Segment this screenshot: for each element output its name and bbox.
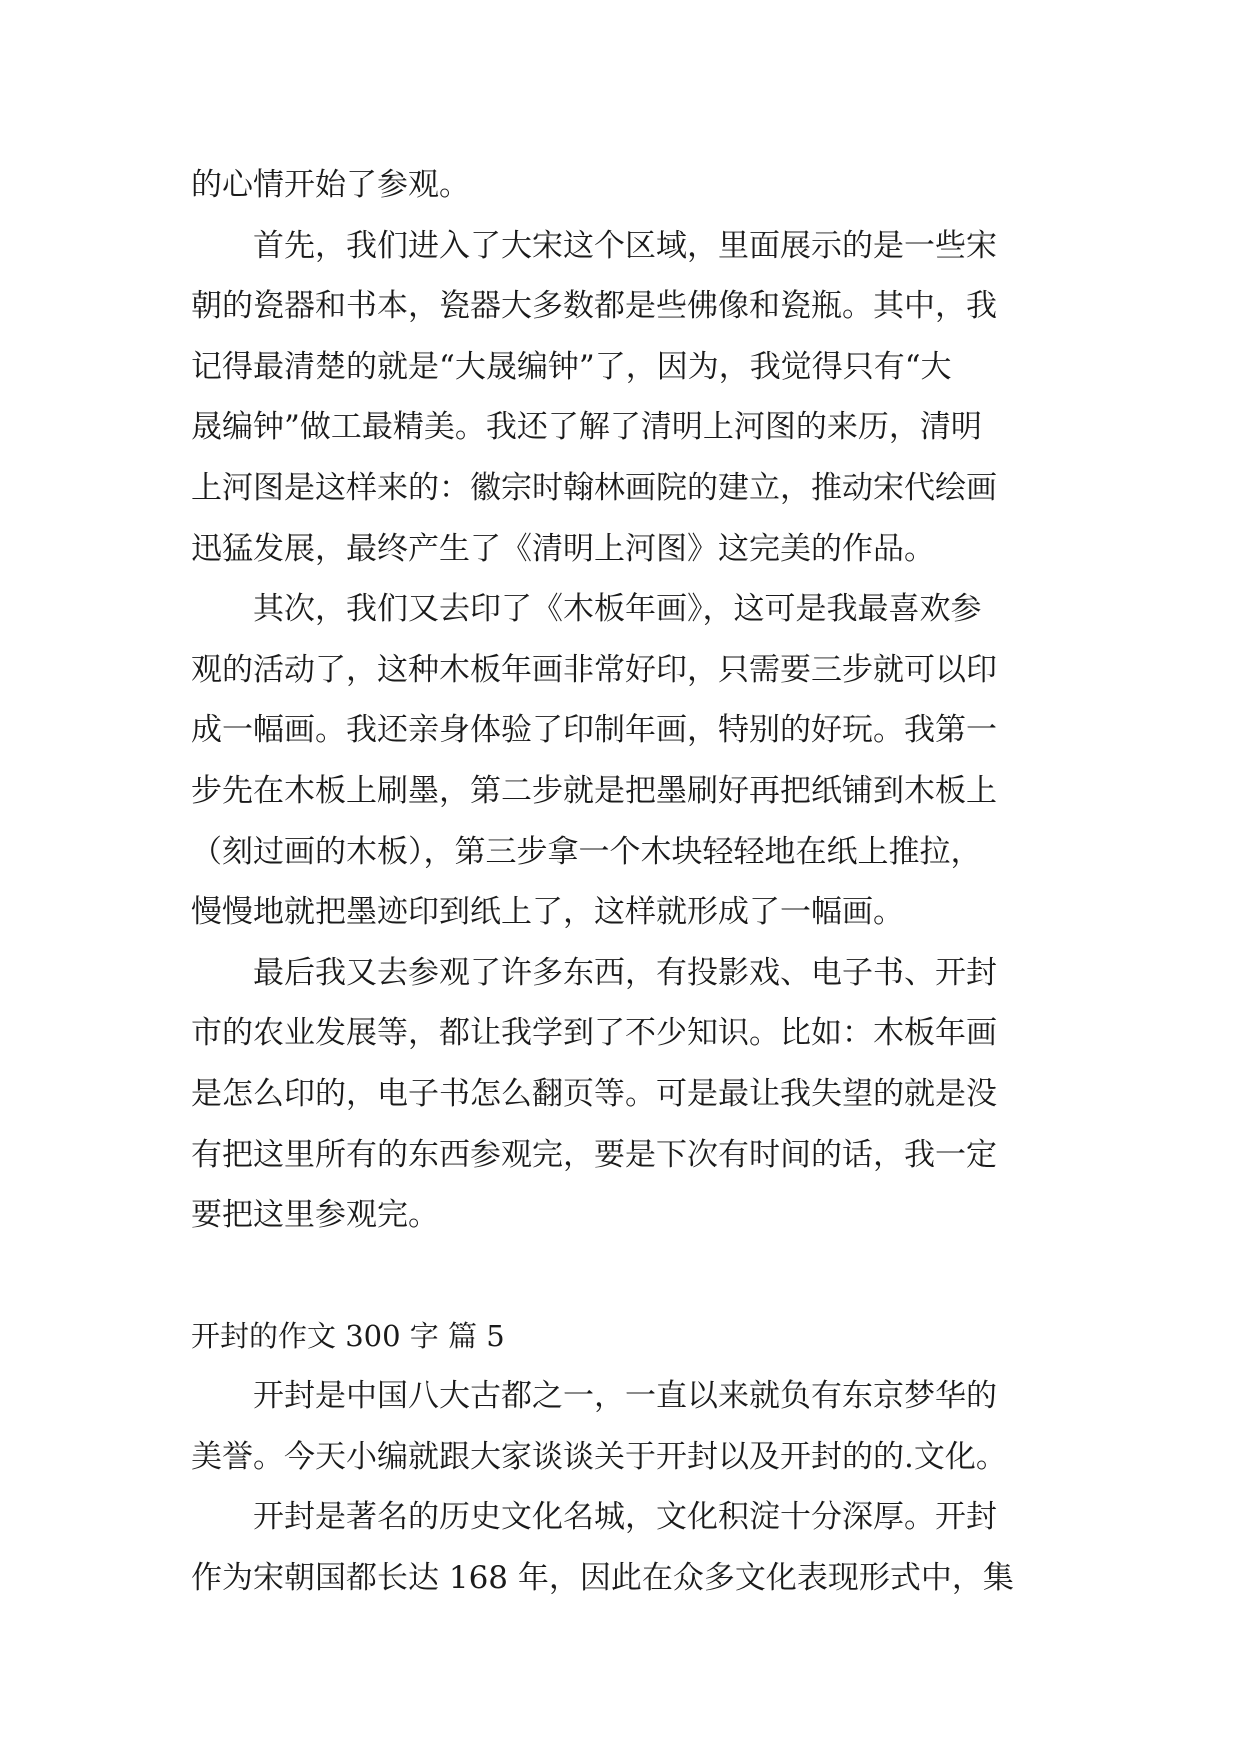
text-line: 其次，我们又去印了《木板年画》，这可是我最喜欢参 <box>191 591 982 628</box>
document-body <box>191 155 1051 1609</box>
text-line: 晟编钟”做工最精美。我还了解了清明上河图的来历，清明 <box>191 409 982 446</box>
text-line: 记得最清楚的就是“大晟编钟”了，因为，我觉得只有“大 <box>191 348 952 385</box>
text-line: 的心情开始了参观。 <box>191 167 470 203</box>
text-line: （刻过画的木板），第三步拿一个木块轻轻地在纸上推拉， <box>191 833 982 870</box>
text-line: 作为宋朝国都长达 168 年，因此在众多文化表现形式中，集 <box>191 1560 1014 1597</box>
text-line: 开封是著名的历史文化名城，文化积淀十分深厚。开封 <box>191 1499 997 1536</box>
text-line: 步先在木板上刷墨，第二步就是把墨刷好再把纸铺到木板上 <box>191 772 997 809</box>
text-line: 有把这里所有的东西参观完，要是下次有时间的话，我一定 <box>191 1136 997 1173</box>
text-line: 市的农业发展等，都让我学到了不少知识。比如：木板年画 <box>191 1015 997 1052</box>
section-heading: 开封的作文 300 字 篇 5 <box>191 1318 505 1353</box>
text-line: 朝的瓷器和书本，瓷器大多数都是些佛像和瓷瓶。其中，我 <box>191 288 997 325</box>
text-line: 要把这里参观完。 <box>191 1197 439 1234</box>
text-line: 最后我又去参观了许多东西，有投影戏、电子书、开封 <box>191 954 997 991</box>
text-line: 慢慢地就把墨迹印到纸上了，这样就形成了一幅画。 <box>191 894 904 931</box>
text-line: 首先，我们进入了大宋这个区域，里面展示的是一些宋 <box>191 227 997 264</box>
section-gap <box>191 1246 1051 1306</box>
text-line: 开封是中国八大古都之一，一直以来就负有东京梦华的 <box>191 1378 997 1415</box>
text-line: 上河图是这样来的：徽宗时翰林画院的建立，推动宋代绘画 <box>191 469 997 506</box>
text-line: 成一幅画。我还亲身体验了印制年画，特别的好玩。我第一 <box>191 712 997 749</box>
text-line: 美誉。今天小编就跟大家谈谈关于开封以及开封的的.文化。 <box>191 1438 1007 1475</box>
text-line: 迅猛发展，最终产生了《清明上河图》这完美的作品。 <box>191 530 935 567</box>
text-line: 是怎么印的，电子书怎么翻页等。可是最让我失望的就是没 <box>191 1075 997 1112</box>
text-line: 观的活动了，这种木板年画非常好印，只需要三步就可以印 <box>191 651 997 688</box>
